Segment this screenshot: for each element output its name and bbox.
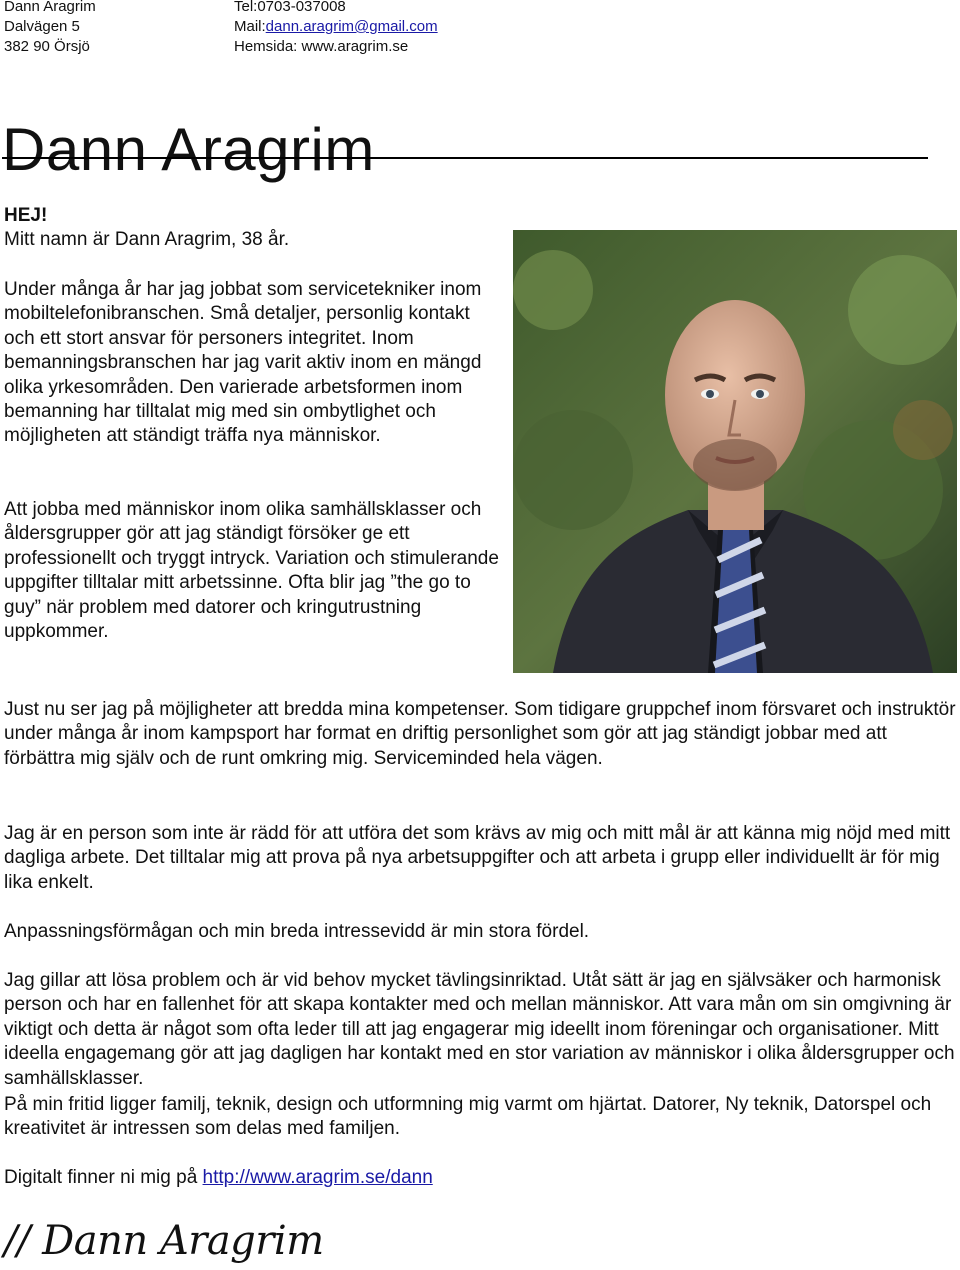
header-mail [234, 17, 438, 37]
name-line: Mitt namn är Dann Aragrim, 38 år. [4, 229, 290, 251]
email-link[interactable]: dann.aragrim@gmail.com [265, 18, 438, 35]
intro [4, 204, 504, 253]
header-website: Hemsida: www.aragrim.se [234, 38, 409, 55]
paragraph-4: Jag är en person som inte är rädd för att utföra det som krävs av mig och mitt mål är att känna mig nöjd med mitt dagliga arbete. Det tilltalar mig att prova på nya arbetsuppgifter och att arbeta i grupp eller individuellt är för mig lika enkelt. [4, 823, 951, 893]
paragraph-2: Att jobba med människor inom olika samhällsklasser och åldersgrupper gör att jag ständigt försöker ge ett professionellt och tryggt intryck. Variation och stimulerande uppgifter tilltalar mitt arbetssinne. Ofta blir jag ”the go to guy” när problem med datorer och kringutrustning uppkommer. [4, 499, 499, 643]
mail-label: Mail: [234, 18, 266, 35]
portrait-photo [513, 230, 957, 673]
paragraph-1: Under många år har jag jobbat som servicetekniker inom mobiltelefonibranschen. Små detaljer, personlig kontakt och ett stort ansvar för personers integritet. Inom bemanningsbranschen har jag varit aktiv inom en mängd olika yrkesområden. Den varierade arbetsformen inom bemanning har tilltalat mig med sin ombytlighet och möjligheten att ständigt träffa nya människor. [4, 279, 482, 447]
digital-prefix: Digitalt finner ni mig på [4, 1167, 203, 1188]
title-divider [2, 157, 928, 159]
header-name: Dann Aragrim [4, 0, 96, 15]
paragraph-7: På min fritid ligger familj, teknik, design och utformning mig varmt om hjärtat. Datorer, Ny teknik, Datorspel och kreativitet är intressen som delas med familjen. [4, 1094, 932, 1140]
greeting: HEJ! [4, 205, 48, 226]
paragraph-5: Anpassningsförmågan och min breda intressevidd är min stora fördel. [4, 921, 590, 942]
digital-line [4, 1166, 956, 1190]
header-address [4, 0, 96, 57]
website-link[interactable]: http://www.aragrim.se/dann [202, 1167, 433, 1188]
header-street: Dalvägen 5 [4, 18, 80, 35]
paragraph-6: Jag gillar att lösa problem och är vid behov mycket tävlingsinriktad. Utåt sätt är jag en självsäker och harmonisk person och har en fallenhet för att skapa kontakter med och mellan människor. Att vara mån om sin omgivning är viktigt och detta är något som ofta leder till att jag engagerar mig ideellt inom föreningar och organisationer. Mitt ideella engagemang gör att jag dagligen har kontakt med en stor variation av människor i olika åldersgrupper och samhällsklasser. [4, 970, 955, 1089]
paragraph-3: Just nu ser jag på möjligheter att bredda mina kompetenser. Som tidigare gruppchef inom försvaret och instruktör under många år inom kampsport har format en driftig personlighet som gör att jag ständigt jobbar med att förbättra mig själv och de runt omkring mig. Serviceminded hela vägen. [4, 699, 956, 769]
signature: // Dann Aragrim [4, 1218, 324, 1264]
page-title: Dann Aragrim [2, 116, 375, 184]
header-contact [234, 0, 438, 57]
header-postal: 382 90 Örsjö [4, 38, 90, 55]
header-phone: Tel:0703-037008 [234, 0, 346, 15]
